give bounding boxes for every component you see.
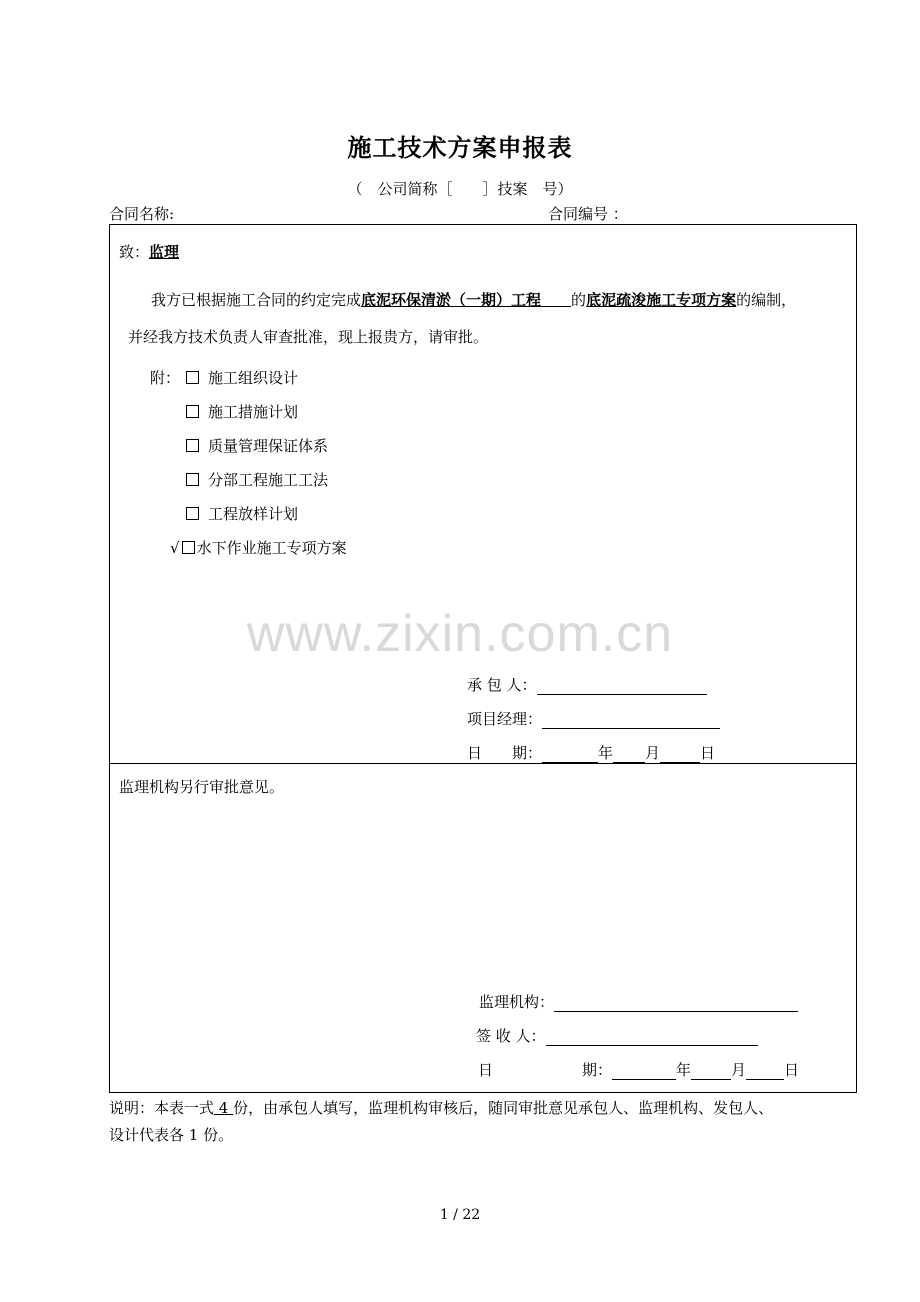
month-field[interactable]	[691, 1063, 731, 1080]
attachment-item	[186, 503, 298, 524]
supervision-note: 监理机构另行审批意见。	[119, 778, 285, 796]
attachment-label: 分部工程施工工法	[208, 471, 329, 489]
to-value: 监理	[149, 243, 180, 261]
year-label: 年	[598, 744, 614, 762]
addressee-line	[119, 241, 179, 262]
pm-label: 项目经理：	[467, 710, 543, 728]
checkbox[interactable]	[182, 541, 195, 554]
date-row-1	[467, 742, 715, 763]
note-copies: 4	[218, 1099, 229, 1117]
month-label: 月	[731, 1061, 747, 1079]
supervisor-label: 监理机构：	[479, 993, 555, 1011]
receiver-label: 签 收 人：	[476, 1027, 546, 1045]
supervisor-row	[479, 991, 798, 1012]
body-mid: 的	[571, 291, 587, 309]
attachment-label: 工程放样计划	[208, 505, 299, 523]
note-suffix: 份，由承包人填写，监理机构审核后，随同审批意见承包人、监理机构、发包人、	[233, 1099, 774, 1117]
form-subtitle: （ 公司简称［ ］技案 号）	[347, 180, 573, 198]
body-suffix: 的编制，	[736, 291, 797, 309]
checkbox[interactable]	[186, 439, 199, 452]
attachment-label: 施工组织设计	[208, 369, 299, 387]
project-name: 底泥环保清淤（一期）工程	[361, 291, 542, 309]
attachment-item	[186, 367, 298, 388]
pm-row	[467, 708, 720, 729]
date-row-2-a: 日	[478, 1061, 494, 1079]
watermark: www.zixin.com.cn	[246, 605, 674, 663]
contract-name-label: 合同名称:	[109, 205, 175, 223]
checkbox[interactable]	[186, 473, 199, 486]
to-label: 致：	[119, 243, 150, 261]
contractor-label: 承 包 人：	[467, 676, 537, 694]
checkbox[interactable]	[186, 507, 199, 520]
receiver-field[interactable]	[546, 1029, 758, 1046]
contract-no-label: 合同编号 ：	[548, 205, 628, 223]
year-field[interactable]	[542, 746, 598, 763]
year-field[interactable]	[612, 1063, 676, 1080]
date-label: 日 期：	[467, 744, 543, 762]
day-label: 日	[784, 1061, 800, 1079]
attachment-label: 施工措施计划	[208, 403, 299, 421]
pm-field[interactable]	[542, 712, 720, 729]
month-label: 月	[645, 744, 661, 762]
receiver-row	[476, 1025, 758, 1046]
contractor-row	[467, 674, 707, 695]
attachment-label: 水下作业施工专项方案	[196, 539, 347, 557]
date-row-2	[582, 1059, 799, 1080]
form-title: 施工技术方案申报表	[347, 133, 573, 162]
project-blank	[541, 291, 571, 309]
body-prefix: 我方已根据施工合同的约定完成	[151, 291, 362, 309]
day-field[interactable]	[746, 1063, 784, 1080]
body-line-2: 并经我方技术负责人审查批准，现上报贵方，请审批。	[128, 328, 489, 346]
attachment-item	[186, 469, 328, 490]
body-line-1	[151, 289, 796, 310]
attachment-label: 质量管理保证体系	[208, 437, 329, 455]
year-label: 年	[676, 1061, 692, 1079]
date-label: 期：	[582, 1061, 613, 1079]
checkbox[interactable]	[186, 371, 199, 384]
day-label: 日	[700, 744, 716, 762]
check-mark-icon: √	[170, 539, 180, 557]
attachment-item-checked	[170, 537, 347, 558]
contractor-field[interactable]	[537, 678, 707, 695]
day-field[interactable]	[660, 746, 700, 763]
note-line-2: 设计代表各 1 份。	[109, 1126, 234, 1144]
attachments-label: 附：	[150, 369, 181, 387]
page-number: 1 / 22	[439, 1207, 481, 1223]
note-line-1	[109, 1097, 773, 1118]
supervisor-field[interactable]	[554, 995, 798, 1012]
attachment-item	[186, 435, 328, 456]
attachment-item	[186, 401, 298, 422]
plan-name: 底泥疏浚施工专项方案	[586, 291, 737, 309]
checkbox[interactable]	[186, 405, 199, 418]
month-field[interactable]	[613, 746, 645, 763]
note-prefix: 说明：本表一式	[109, 1099, 215, 1117]
